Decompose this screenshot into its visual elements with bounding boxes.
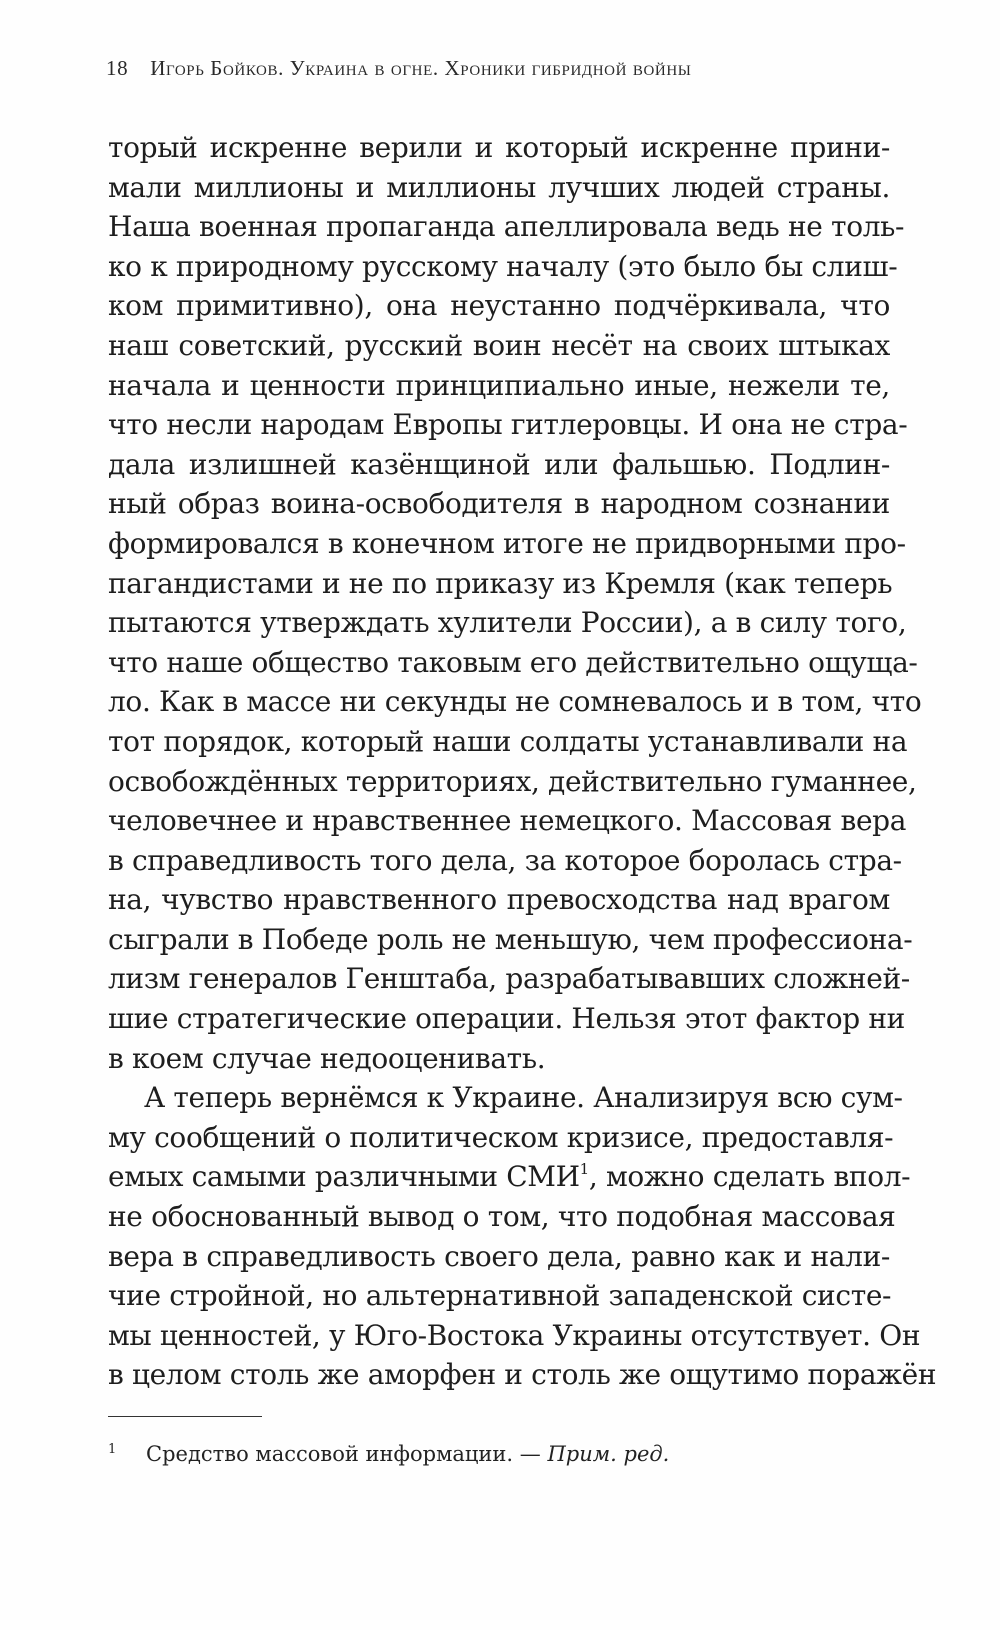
text-line: Наша военная пропаганда апеллировала ведь не толь- (108, 210, 905, 244)
text-line: наш советский, русский воин несёт на своих штыках (108, 328, 890, 362)
footnote-text: Средство массовой информации. — (146, 1442, 541, 1466)
text-segment: , можно сделать впол- (588, 1160, 911, 1194)
text-line: в справедливость того дела, за которое боролась стра- (108, 843, 902, 877)
text-line: что наше общество таковым его действительно ощуща- (108, 645, 918, 679)
text-line: на, чувство нравственного превосходства над врагом (108, 883, 890, 917)
text-line: пагандистами и не по приказу из Кремля (как теперь (108, 566, 893, 600)
text-line: ком примитивно), она неустанно подчёркивала, что (108, 289, 890, 323)
page-number: 18 (106, 56, 129, 80)
text-line: тот порядок, который наши солдаты устанавливали на (108, 724, 908, 758)
text-line: что несли народам Европы гитлеровцы. И она не стра- (108, 408, 908, 442)
text-line: ко к природному русскому началу (это было бы слиш- (108, 249, 898, 283)
text-line-with-footnote (108, 1157, 911, 1197)
text-line: в целом столь же аморфен и столь же ощутимо поражён (108, 1358, 937, 1392)
text-line: лизм генералов Генштаба, разрабатывавших сложней- (108, 962, 910, 996)
footnote-divider (108, 1416, 262, 1417)
text-line: ло. Как в массе ни секунды не сомневалось и в том, что (108, 685, 922, 719)
text-line: ный образ воина-освободителя в народном сознании (108, 487, 890, 521)
text-line: му сообщений о политическом кризисе, предоставля- (108, 1120, 894, 1154)
text-line: торый искренне верили и который искренне прини- (108, 131, 890, 164)
footnote-number: 1 (108, 1442, 117, 1457)
text-segment: емых самыми различными СМИ (108, 1160, 580, 1194)
text-line: шие стратегические операции. Нельзя этот фактор ни (108, 1002, 905, 1036)
text-line: в коем случае недооценивать. (108, 1041, 546, 1075)
footnote-editor-note: Прим. ред. (547, 1442, 670, 1466)
text-line: начала и ценности принципиально иные, нежели те, (108, 368, 890, 402)
footnote-reference[interactable]: 1 (579, 1160, 589, 1179)
text-line: освобождённых территориях, действительно гуманнее, (108, 764, 917, 798)
running-title: Игорь Бойков. Украина в огне. Хроники гибридной войны (150, 56, 692, 80)
footnote (108, 1436, 890, 1468)
text-line: не обоснованный вывод о том, что подобная массовая (108, 1200, 896, 1234)
body-text (108, 128, 937, 1395)
text-line: сыграли в Победе роль не меньшую, чем профессиона- (108, 922, 913, 956)
text-line: мы ценностей, у Юго-Востока Украины отсутствует. Он (108, 1318, 921, 1352)
text-line: пытаются утверждать хулители России), а в силу того, (108, 606, 907, 640)
text-line: мали миллионы и миллионы лучших людей страны. (108, 170, 890, 204)
text-line: человечнее и нравственнее немецкого. Массовая вера (108, 804, 907, 838)
running-header (106, 56, 926, 88)
text-line: чие стройной, но альтернативной западенской систе- (108, 1279, 892, 1313)
text-line: формировался в конечном итоге не придворными про- (108, 526, 906, 560)
text-line: А теперь вернёмся к Украине. Анализируя всю сум- (144, 1081, 903, 1115)
text-line: вера в справедливость своего дела, равно как и нали- (108, 1239, 890, 1273)
text-line: дала излишней казёнщиной или фальшью. Подлин- (108, 447, 890, 481)
